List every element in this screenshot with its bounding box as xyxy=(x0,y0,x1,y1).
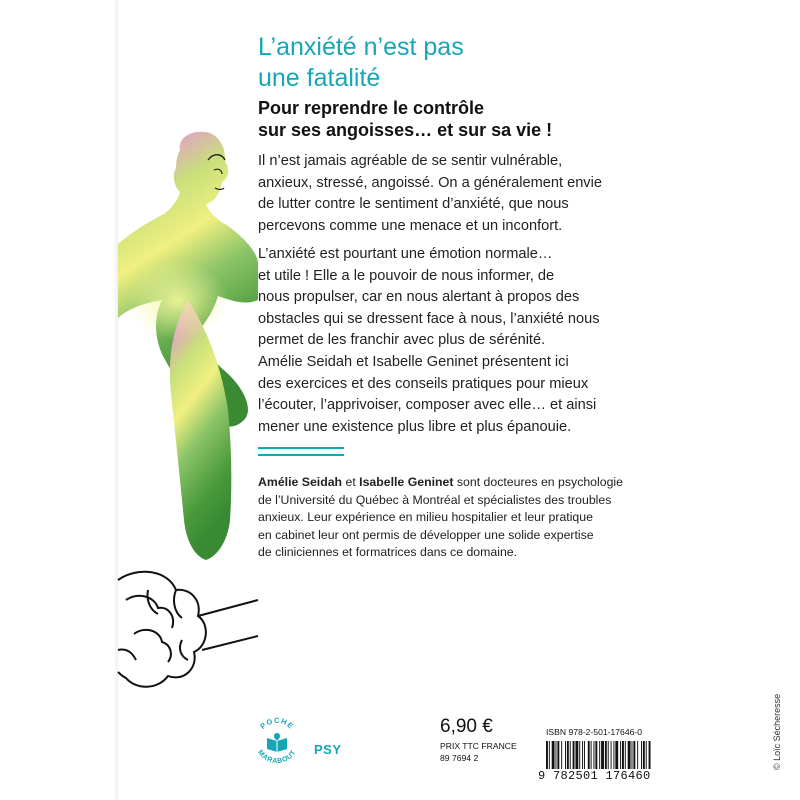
author-name-1: Amélie Seidah xyxy=(258,475,343,489)
price-amount: 6,90 € xyxy=(440,716,493,737)
subtitle-line: Pour reprendre le contrôle xyxy=(258,98,485,118)
text-line: et utile ! Elle a le pouvoir de nous informer, de xyxy=(258,267,555,284)
blurb-paragraph-2 xyxy=(258,244,658,352)
text-line: des exercices et des conseils pratiques pour mieux xyxy=(258,375,589,392)
bio-line: de l’Université du Québec à Montréal et spécialistes des troubles xyxy=(258,492,612,507)
text-line: percevons comme une menace et un inconfort. xyxy=(258,217,563,234)
illustration-credit: © Loïc Sécheresse xyxy=(772,693,782,770)
title-line: une fatalité xyxy=(258,64,381,92)
bio-line: de cliniciennes et formatrices dans ce domaine. xyxy=(258,545,518,559)
author-bio xyxy=(258,474,658,562)
title-line: L’anxiété n’est pas xyxy=(258,33,464,61)
bio-connector: et xyxy=(342,475,360,489)
book-title xyxy=(258,32,648,94)
text-line: anxieux, stressé, angoissé. On a généralement envie xyxy=(258,174,602,191)
text-line: obstacles qui se dressent face à nous, l’anxiété nous xyxy=(258,310,600,327)
marabout-book-logo-icon xyxy=(250,714,304,768)
section-divider xyxy=(258,447,344,457)
barcode-icon xyxy=(546,741,650,769)
bio-first-line-rest: sont docteures en psychologie xyxy=(453,475,624,489)
text-line: de lutter contre le sentiment d’anxiété, que nous xyxy=(258,196,569,212)
price-label: PRIX TTC FRANCE xyxy=(440,741,517,751)
book-back-cover xyxy=(118,0,782,800)
text-line: mener une existence plus libre et plus épanouie. xyxy=(258,418,572,435)
brain-doodle xyxy=(118,572,258,687)
book-subtitle xyxy=(258,97,658,141)
text-line: Amélie Seidah et Isabelle Geninet présentent ici xyxy=(258,354,569,370)
text-line: L’anxiété est pourtant une émotion normale… xyxy=(258,246,553,262)
svg-text:POCHE xyxy=(258,716,295,731)
price-code: 89 7694 2 xyxy=(440,753,479,763)
text-line: Il n’est jamais agréable de se sentir vulnérable, xyxy=(258,153,563,169)
blurb-paragraph-3 xyxy=(258,352,658,438)
barcode-digits: 9 782501 176460 xyxy=(538,769,651,783)
running-figure-illustration xyxy=(118,0,258,800)
text-line: permet de les franchir avec plus de sérénité. xyxy=(258,332,546,348)
bio-first-line xyxy=(258,474,658,492)
collection-label: PSY xyxy=(314,742,342,757)
bio-line: en cabinet leur ont permis de développer une solide expertise xyxy=(258,527,594,542)
price-block xyxy=(440,716,536,764)
logo-top-text: POCHE xyxy=(258,715,296,731)
text-line: nous propulser, car en nous alertant à propos des xyxy=(258,289,580,305)
subtitle-line: sur ses angoisses… et sur sa vie ! xyxy=(258,120,553,140)
blurb-paragraph-1 xyxy=(258,151,658,237)
isbn-number: ISBN 978-2-501-17646-0 xyxy=(546,727,643,737)
logo-bottom-text: MARABOUT xyxy=(256,749,298,766)
text-line: l’écouter, l’apprivoiser, composer avec elle… et ainsi xyxy=(258,397,597,413)
bio-line: anxieux. Leur expérience en milieu hospitalier et leur pratique xyxy=(258,510,593,524)
author-name-2: Isabelle Geninet xyxy=(359,475,454,489)
